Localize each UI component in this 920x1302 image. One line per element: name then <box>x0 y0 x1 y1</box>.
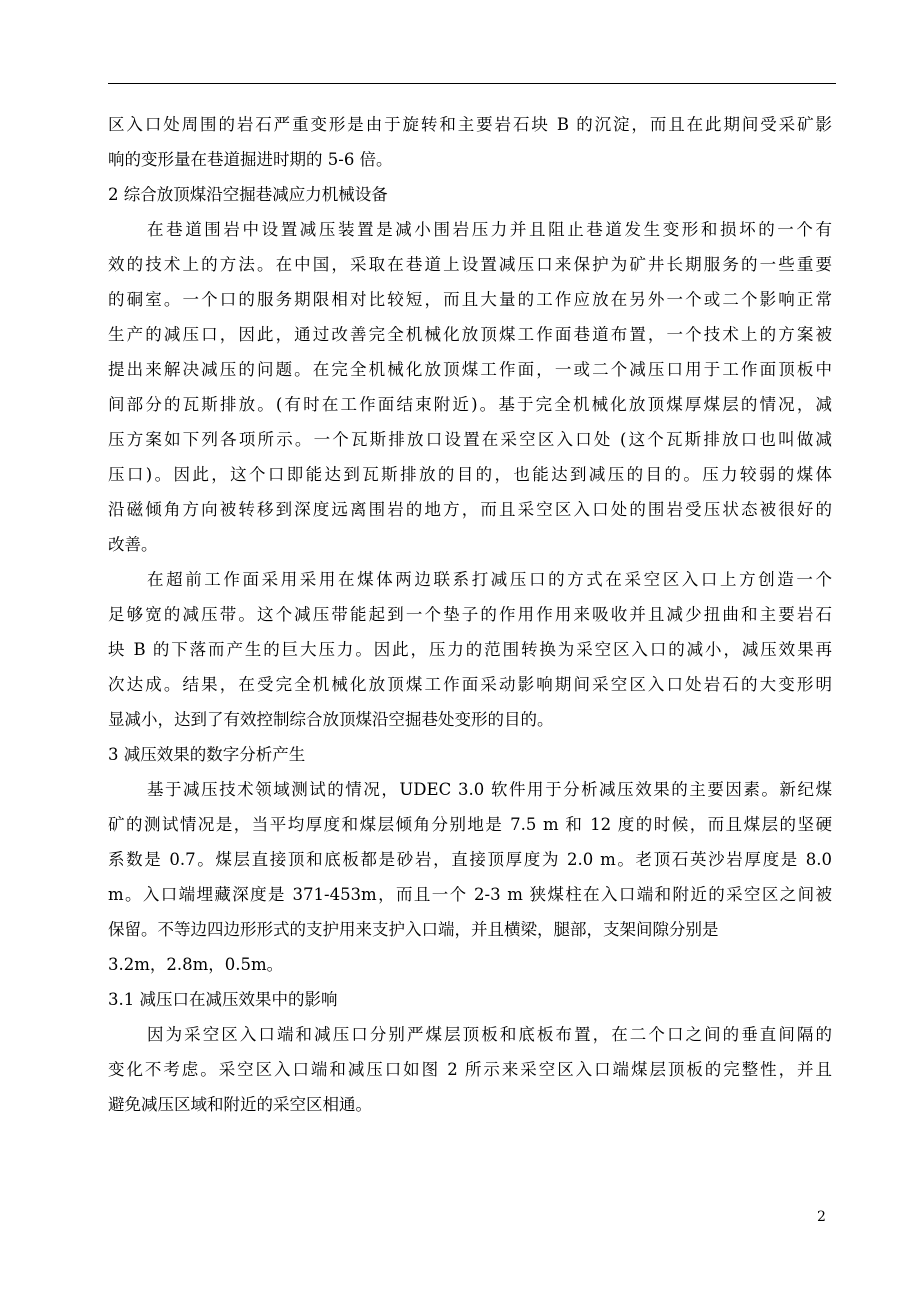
document-body <box>108 107 832 1122</box>
text-line: m。入口端埋藏深度是 371-453m，而且一个 2-3 m 狭煤柱在入口端和附近的采空区之间被 <box>108 885 832 904</box>
text-line: 显减小，达到了有效控制综合放顶煤沿空掘巷处变形的目的。 <box>108 710 554 729</box>
text-line: 避免减压区域和附近的采空区相通。 <box>108 1095 372 1114</box>
text-line: 生产的减压口，因此，通过改善完全机械化放顶煤工作面巷道布置，一个技术上的方案被 <box>108 325 832 344</box>
text-line: 效的技术上的方法。在中国，采取在巷道上设置减压口来保护为矿井长期服务的一些重要 <box>108 255 832 274</box>
text-line: 变化不考虑。采空区入口端和减压口如图 2 所示来采空区入口端煤层顶板的完整性，并且 <box>108 1060 832 1079</box>
text-line: 因为采空区入口端和减压口分别严煤层顶板和底板布置，在二个口之间的垂直间隔的 <box>147 1025 832 1044</box>
text-line: 在巷道围岩中设置减压装置是减小围岩压力并且阻止巷道发生变形和损坏的一个有 <box>147 220 832 239</box>
text-line: 次达成。结果，在受完全机械化放顶煤工作面采动影响期间采空区入口处岩石的大变形明 <box>108 675 832 694</box>
text-line: 间部分的瓦斯排放。(有时在工作面结束附近)。基于完全机械化放顶煤厚煤层的情况，减 <box>108 395 832 414</box>
text-line: 3 减压效果的数字分析产生 <box>108 745 306 764</box>
text-line: 3.1 减压口在减压效果中的影响 <box>108 990 338 1009</box>
text-line: 区入口处周围的岩石严重变形是由于旋转和主要岩石块 B 的沉淀，而且在此期间受采矿影 <box>108 115 832 134</box>
text-line: 保留。不等边四边形形式的支护用来支护入口端，并且横梁，腿部，支架间隙分别是 <box>108 920 719 939</box>
text-line: 矿的测试情况是，当平均厚度和煤层倾角分别地是 7.5 m 和 12 度的时候，而且煤层的坚硬 <box>108 815 832 834</box>
text-line: 响的变形量在巷道掘进时期的 5-6 倍。 <box>108 150 393 169</box>
text-line: 改善。 <box>108 535 158 554</box>
text-line: 系数是 0.7。煤层直接顶和底板都是砂岩，直接顶厚度为 2.0 m。老顶石英沙岩厚度是 8.0 <box>108 850 832 869</box>
text-line: 压方案如下列各项所示。一个瓦斯排放口设置在采空区入口处 (这个瓦斯排放口也叫做减 <box>108 430 832 449</box>
text-line: 2 综合放顶煤沿空掘巷减应力机械设备 <box>108 185 388 204</box>
text-line: 基于减压技术领域测试的情况，UDEC 3.0 软件用于分析减压效果的主要因素。新纪煤 <box>147 780 832 799</box>
text-line: 在超前工作面采用采用在煤体两边联系打减压口的方式在采空区入口上方创造一个 <box>147 570 832 589</box>
page-number: 2 <box>817 1209 826 1225</box>
text-line: 提出来解决减压的问题。在完全机械化放顶煤工作面，一或二个减压口用于工作面顶板中 <box>108 360 832 379</box>
text-line: 块 B 的下落而产生的巨大压力。因此，压力的范围转换为采空区入口的减小，减压效果再 <box>108 640 832 659</box>
text-line: 足够宽的减压带。这个减压带能起到一个垫子的作用作用来吸收并且减少扭曲和主要岩石 <box>108 605 832 624</box>
text-line: 的硐室。一个口的服务期限相对比较短，而且大量的工作应放在另外一个或二个影响正常 <box>108 290 832 309</box>
text-line: 沿磁倾角方向被转移到深度远离围岩的地方，而且采空区入口处的围岩受压状态被很好的 <box>108 500 832 519</box>
header-rule <box>108 83 836 84</box>
text-line: 压口)。因此，这个口即能达到瓦斯排放的目的，也能达到减压的目的。压力较弱的煤体 <box>108 465 832 484</box>
text-line: 3.2m，2.8m，0.5m。 <box>108 955 284 974</box>
